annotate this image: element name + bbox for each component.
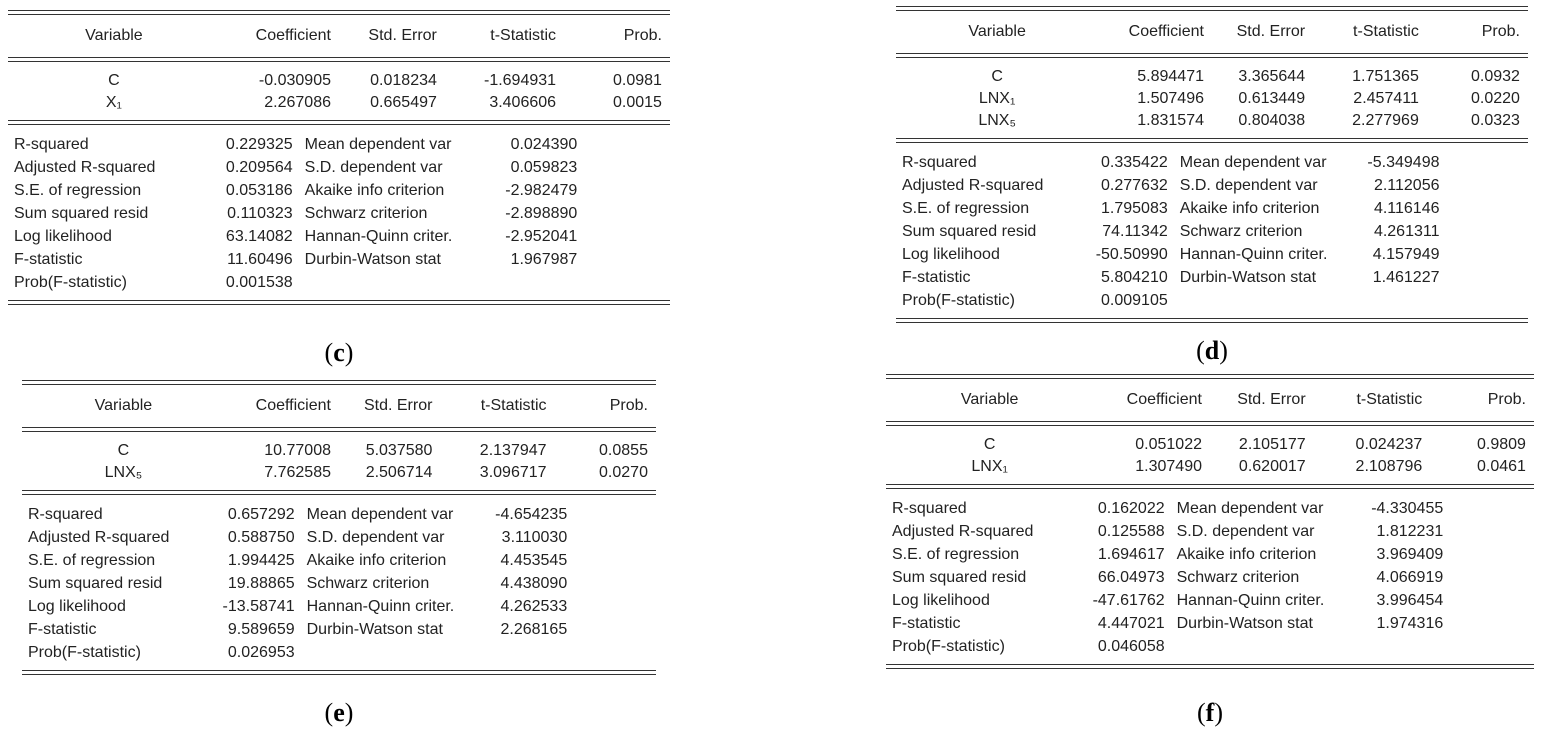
variable-name: LNX₁ — [978, 90, 1016, 107]
stat-label: Sum squared resid — [892, 569, 1027, 586]
stat-value: 1.812231 — [1376, 523, 1444, 540]
variable-name: LNX₁ — [971, 458, 1008, 475]
t-statistic-value: 2.137947 — [479, 442, 547, 459]
prob-value: 0.0461 — [1477, 458, 1526, 475]
stat-value: 0.110323 — [227, 205, 293, 222]
stat-label: Adjusted R-squared — [14, 159, 156, 176]
stat-value: 9.589659 — [227, 621, 295, 638]
stat-label: S.E. of regression — [14, 182, 142, 199]
stat-label: Durbin-Watson stat — [1179, 269, 1317, 286]
coefficient-value: 1.507496 — [1137, 90, 1204, 107]
stats-row — [896, 266, 1528, 289]
stat-label: Hannan-Quinn criter. — [306, 598, 455, 615]
regression-table-e — [22, 380, 656, 675]
variable-name: C — [117, 442, 130, 459]
stats-row — [886, 566, 1534, 589]
prob-value: 0.0323 — [1471, 112, 1520, 129]
panel-caption-f: (f) — [1196, 698, 1223, 727]
panel-caption-d: (d) — [1196, 336, 1228, 365]
stat-label: S.E. of regression — [892, 546, 1020, 563]
stat-value: 0.209564 — [225, 159, 293, 176]
stat-label: Hannan-Quinn criter. — [304, 228, 453, 245]
stat-label: Sum squared resid — [14, 205, 149, 222]
stat-label: Prob(F-statistic) — [892, 638, 1005, 655]
std-error-value: 0.804038 — [1238, 112, 1306, 129]
stat-label: Prob(F-statistic) — [14, 274, 127, 291]
stat-value: 0.125588 — [1097, 523, 1165, 540]
stats-row — [8, 271, 670, 294]
stat-label: S.E. of regression — [28, 552, 156, 569]
stat-label: S.D. dependent var — [304, 159, 443, 176]
stats-row — [8, 156, 670, 179]
stat-label: F-statistic — [28, 621, 97, 638]
stats-row — [896, 174, 1528, 197]
stat-value: 1.795083 — [1101, 200, 1168, 217]
header-variable: Variable — [968, 23, 1026, 40]
stat-label: S.D. dependent var — [306, 529, 445, 546]
header-prob: Prob. — [1481, 23, 1520, 40]
coefficient-row — [8, 92, 670, 114]
coefficient-rows — [8, 62, 670, 120]
stat-value: -2.952041 — [505, 228, 578, 245]
stats-row — [22, 641, 656, 664]
prob-value: 0.0855 — [599, 442, 648, 459]
coefficient-row — [22, 462, 656, 484]
stats-row — [886, 612, 1534, 635]
stats-row — [8, 225, 670, 248]
stats-row — [886, 520, 1534, 543]
stat-label: Durbin-Watson stat — [304, 251, 441, 268]
prob-value: 0.9809 — [1477, 436, 1526, 453]
stat-value: 63.14082 — [225, 228, 293, 245]
summary-stats — [896, 143, 1528, 318]
std-error-value: 0.620017 — [1238, 458, 1306, 475]
stats-row — [886, 543, 1534, 566]
stat-value: 4.261311 — [1373, 223, 1440, 240]
t-statistic-value: 2.457411 — [1353, 90, 1419, 107]
t-statistic-value: 3.406606 — [489, 94, 557, 111]
variable-name: C — [108, 72, 120, 89]
coefficient-value: 1.831574 — [1137, 112, 1204, 129]
coefficient-value: 2.267086 — [264, 94, 331, 111]
stat-label: Prob(F-statistic) — [902, 292, 1015, 309]
header-std-error: Std. Error — [363, 397, 433, 414]
std-error-value: 0.018234 — [370, 72, 437, 89]
stat-label: R-squared — [28, 506, 103, 523]
header-std-error: Std. Error — [1237, 391, 1306, 408]
stat-label: Akaike info criterion — [1176, 546, 1317, 563]
t-statistic-value: 2.108796 — [1355, 458, 1423, 475]
coefficient-row — [886, 456, 1534, 478]
coefficient-row — [896, 66, 1528, 88]
panel-caption-e: (e) — [324, 698, 354, 727]
header-variable: Variable — [94, 397, 153, 414]
stat-value: 0.335422 — [1101, 154, 1168, 171]
stat-value: 4.116146 — [1373, 200, 1440, 217]
stat-value: -4.654235 — [495, 506, 568, 523]
stat-label: S.D. dependent var — [1179, 177, 1318, 194]
stat-label: F-statistic — [902, 269, 971, 286]
stat-value: 1.967987 — [510, 251, 578, 268]
variable-name: LNX₅ — [978, 112, 1016, 129]
header-coefficient: Coefficient — [1126, 391, 1202, 408]
coefficient-value: 0.051022 — [1135, 436, 1202, 453]
stat-label: Akaike info criterion — [1179, 200, 1320, 217]
stats-row — [8, 133, 670, 156]
std-error-value: 2.105177 — [1238, 436, 1306, 453]
stat-label: Akaike info criterion — [306, 552, 447, 569]
stat-label: Log likelihood — [902, 246, 1000, 263]
stats-row — [896, 151, 1528, 174]
stats-row — [22, 618, 656, 641]
regression-table-d — [896, 6, 1528, 323]
t-statistic-value: 1.751365 — [1352, 68, 1419, 85]
rule-bottom — [896, 318, 1528, 323]
stats-row — [886, 589, 1534, 612]
stat-value: 2.112056 — [1373, 177, 1440, 194]
coefficient-row — [8, 70, 670, 92]
stats-row — [896, 243, 1528, 266]
header-prob: Prob. — [1487, 391, 1526, 408]
stat-value: 0.059823 — [510, 159, 578, 176]
stat-label: Adjusted R-squared — [28, 529, 170, 546]
summary-stats — [22, 495, 656, 670]
stat-label: Mean dependent var — [304, 136, 452, 153]
stat-value: -2.982479 — [505, 182, 578, 199]
stat-label: Durbin-Watson stat — [306, 621, 443, 638]
coefficient-row — [896, 88, 1528, 110]
stat-label: Sum squared resid — [28, 575, 163, 592]
stat-value: 0.657292 — [227, 506, 295, 523]
stat-value: 0.277632 — [1101, 177, 1168, 194]
stat-value: 5.804210 — [1101, 269, 1168, 286]
std-error-value: 0.665497 — [370, 94, 437, 111]
stat-value: -5.349498 — [1367, 154, 1440, 171]
stats-row — [22, 526, 656, 549]
stat-value: 0.229325 — [225, 136, 293, 153]
stat-value: 4.453545 — [500, 552, 568, 569]
header-t-statistic: t-Statistic — [1353, 23, 1419, 40]
header-row — [8, 15, 670, 57]
stat-value: 4.066919 — [1376, 569, 1444, 586]
panel-caption-c: (c) — [324, 338, 354, 367]
coefficient-value: 5.894471 — [1137, 68, 1204, 85]
stat-label: Adjusted R-squared — [902, 177, 1044, 194]
stat-label: Log likelihood — [14, 228, 112, 245]
coefficient-value: 1.307490 — [1135, 458, 1202, 475]
prob-value: 0.0015 — [613, 94, 662, 111]
regression-table-c — [8, 10, 670, 305]
coefficient-row — [22, 440, 656, 462]
stat-value: 4.262533 — [500, 598, 568, 615]
stat-label: Mean dependent var — [1179, 154, 1327, 171]
stat-value: 4.157949 — [1372, 246, 1440, 263]
summary-stats — [886, 489, 1534, 664]
t-statistic-value: 0.024237 — [1355, 436, 1423, 453]
header-coefficient: Coefficient — [255, 27, 331, 44]
stat-label: Log likelihood — [892, 592, 990, 609]
stats-row — [886, 497, 1534, 520]
stats-row — [8, 248, 670, 271]
stat-value: 66.04973 — [1097, 569, 1165, 586]
stats-row — [22, 503, 656, 526]
stat-value: 0.001538 — [225, 274, 293, 291]
t-statistic-value: 3.096717 — [479, 464, 547, 481]
stat-label: F-statistic — [14, 251, 83, 268]
stat-label: Schwarz criterion — [304, 205, 428, 222]
header-row — [22, 385, 656, 427]
variable-name: LNX₅ — [104, 464, 143, 481]
stat-label: Schwarz criterion — [1179, 223, 1303, 240]
stats-row — [886, 635, 1534, 658]
coefficient-row — [886, 434, 1534, 456]
stat-label: F-statistic — [892, 615, 961, 632]
coefficient-rows — [896, 58, 1528, 138]
stat-value: 1.974316 — [1376, 615, 1444, 632]
stats-row — [896, 289, 1528, 312]
variable-name: X₁ — [105, 94, 122, 111]
header-t-statistic: t-Statistic — [480, 397, 547, 414]
stat-label: R-squared — [14, 136, 89, 153]
t-statistic-value: 2.277969 — [1352, 112, 1419, 129]
prob-value: 0.0932 — [1471, 68, 1520, 85]
coefficient-rows — [22, 432, 656, 490]
stat-label: Adjusted R-squared — [892, 523, 1034, 540]
stat-value: 0.024390 — [510, 136, 578, 153]
header-prob: Prob. — [623, 27, 662, 44]
std-error-value: 3.365644 — [1238, 68, 1306, 85]
regression-table-f — [886, 374, 1534, 669]
stat-value: 4.438090 — [500, 575, 568, 592]
prob-value: 0.0220 — [1471, 90, 1520, 107]
stat-value: 2.268165 — [500, 621, 568, 638]
std-error-value: 0.613449 — [1238, 90, 1306, 107]
stat-label: S.E. of regression — [902, 200, 1030, 217]
prob-value: 0.0981 — [613, 72, 662, 89]
prob-value: 0.0270 — [599, 464, 648, 481]
header-variable: Variable — [85, 27, 143, 44]
stat-value: 11.60496 — [227, 251, 293, 268]
stat-value: -47.61762 — [1092, 592, 1165, 609]
header-t-statistic: t-Statistic — [490, 27, 557, 44]
stat-label: Hannan-Quinn criter. — [1179, 246, 1328, 263]
summary-stats — [8, 125, 670, 300]
stat-label: Schwarz criterion — [306, 575, 430, 592]
stat-value: 1.461227 — [1372, 269, 1440, 286]
stat-label: R-squared — [902, 154, 977, 171]
t-statistic-value: -1.694931 — [483, 72, 557, 89]
header-prob: Prob. — [609, 397, 648, 414]
stat-value: 74.11342 — [1102, 223, 1168, 240]
stat-label: Mean dependent var — [1176, 500, 1324, 517]
std-error-value: 2.506714 — [365, 464, 433, 481]
stats-row — [896, 220, 1528, 243]
coefficient-row — [896, 110, 1528, 132]
stat-label: Mean dependent var — [306, 506, 454, 523]
stat-label: Sum squared resid — [902, 223, 1037, 240]
stat-value: 4.447021 — [1097, 615, 1165, 632]
header-std-error: Std. Error — [368, 27, 437, 44]
stat-value: 0.046058 — [1097, 638, 1165, 655]
variable-name: C — [983, 436, 996, 453]
stats-row — [896, 197, 1528, 220]
stats-row — [22, 572, 656, 595]
stats-row — [22, 549, 656, 572]
stats-row — [8, 179, 670, 202]
stat-value: 0.588750 — [227, 529, 295, 546]
stat-label: Log likelihood — [28, 598, 126, 615]
header-std-error: Std. Error — [1236, 23, 1306, 40]
rule-bottom — [22, 670, 656, 675]
stat-value: 19.88865 — [227, 575, 295, 592]
rule-bottom — [8, 300, 670, 305]
header-row — [896, 11, 1528, 53]
variable-name: C — [991, 68, 1003, 85]
stats-row — [22, 595, 656, 618]
stat-value: -4.330455 — [1371, 500, 1444, 517]
rule-bottom — [886, 664, 1534, 669]
stat-label: Durbin-Watson stat — [1176, 615, 1313, 632]
stat-value: -50.50990 — [1095, 246, 1168, 263]
header-coefficient: Coefficient — [1128, 23, 1204, 40]
std-error-value: 5.037580 — [365, 442, 433, 459]
stat-label: R-squared — [892, 500, 967, 517]
header-variable: Variable — [960, 391, 1019, 408]
stat-value: 1.994425 — [227, 552, 295, 569]
stat-value: -13.58741 — [222, 598, 295, 615]
stat-value: 1.694617 — [1097, 546, 1165, 563]
header-row — [886, 379, 1534, 421]
stat-label: Schwarz criterion — [1176, 569, 1300, 586]
header-t-statistic: t-Statistic — [1356, 391, 1423, 408]
stat-value: 0.162022 — [1097, 500, 1165, 517]
stat-value: 3.996454 — [1376, 592, 1444, 609]
stat-label: Akaike info criterion — [304, 182, 445, 199]
stat-value: 0.053186 — [225, 182, 293, 199]
stat-label: Prob(F-statistic) — [28, 644, 141, 661]
stats-row — [8, 202, 670, 225]
coefficient-rows — [886, 426, 1534, 484]
stat-value: -2.898890 — [505, 205, 578, 222]
coefficient-value: -0.030905 — [258, 72, 331, 89]
stat-value: 0.009105 — [1101, 292, 1168, 309]
header-coefficient: Coefficient — [255, 397, 331, 414]
coefficient-value: 7.762585 — [264, 464, 331, 481]
stat-label: Hannan-Quinn criter. — [1176, 592, 1325, 609]
stat-value: 3.110030 — [501, 529, 568, 546]
stat-value: 3.969409 — [1376, 546, 1444, 563]
coefficient-value: 10.77008 — [264, 442, 331, 459]
stat-label: S.D. dependent var — [1176, 523, 1315, 540]
stat-value: 0.026953 — [227, 644, 295, 661]
